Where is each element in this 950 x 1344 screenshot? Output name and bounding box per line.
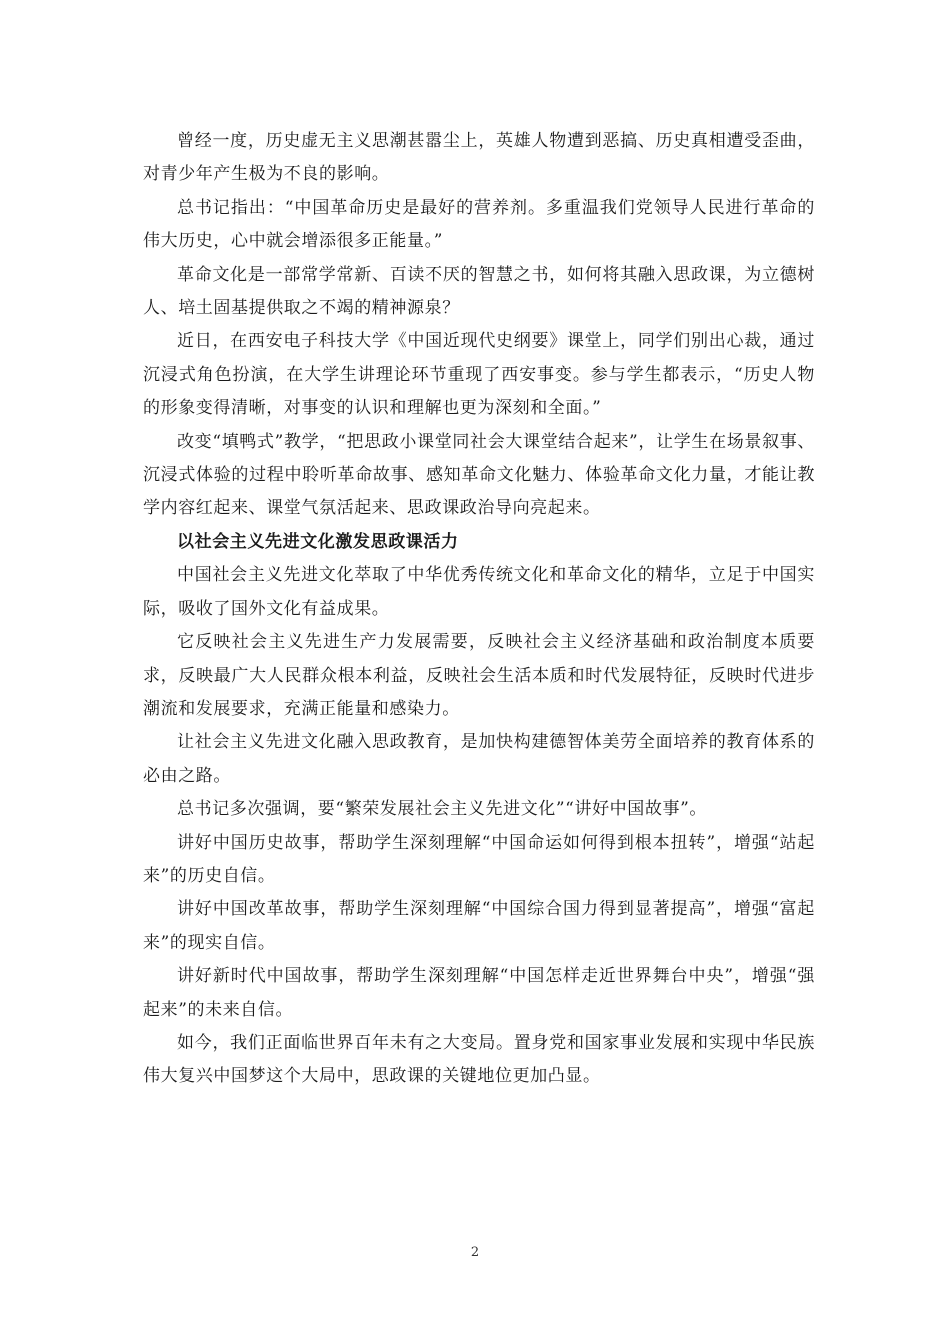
paragraph: 如今，我们正面临世界百年未有之大变局。置身党和国家事业发展和实现中华民族伟大复兴中国梦这个大局中，思政课的关键地位更加凸显。 [143, 1032, 815, 1087]
paragraph: 讲好新时代中国故事，帮助学生深刻理解“中国怎样走近世界舞台中央”，增强“强起来”的未来自信。 [143, 966, 815, 1020]
page-number: 2 [470, 1245, 480, 1260]
paragraph: 讲好中国改革故事，帮助学生深刻理解“中国综合国力得到显著提高”，增强“富起来”的现实自信。 [143, 899, 815, 953]
paragraph: 让社会主义先进文化融入思政教育，是加快构建德智体美劳全面培养的教育体系的必由之路。 [143, 732, 815, 786]
paragraph: 总书记多次强调，要“繁荣发展社会主义先进文化”“讲好中国故事”。 [177, 799, 707, 820]
paragraph: 中国社会主义先进文化萃取了中华优秀传统文化和革命文化的精华，立足于中国实际，吸收了国外文化有益成果。 [143, 565, 815, 619]
paragraph: 它反映社会主义先进生产力发展需要，反映社会主义经济基础和政治制度本质要求，反映最广大人民群众根本利益，反映社会生活本质和时代发展特征，反映时代进步潮流和发展要求，充满正能量和感染力。 [143, 632, 815, 719]
document-body [143, 125, 815, 1094]
paragraph: 讲好中国历史故事，帮助学生深刻理解“中国命运如何得到根本扭转”，增强“站起来”的历史自信。 [143, 832, 815, 886]
paragraph: 革命文化是一部常学常新、百读不厌的智慧之书，如何将其融入思政课，为立德树人、培土固基提供取之不竭的精神源泉？ [143, 264, 815, 319]
paragraph: 总书记指出：“中国革命历史是最好的营养剂。多重温我们党领导人民进行革命的伟大历史，心中就会增添很多正能量。” [143, 197, 815, 252]
section-heading: 以社会主义先进文化激发思政课活力 [177, 531, 459, 552]
paragraph: 曾经一度，历史虚无主义思潮甚嚣尘上，英雄人物遭到恶搞、历史真相遭受歪曲，对青少年产生极为不良的影响。 [143, 131, 815, 185]
paragraph: 近日，在西安电子科技大学《中国近现代史纲要》课堂上，同学们别出心裁，通过沉浸式角色扮演，在大学生讲理论环节重现了西安事变。参与学生都表示，“历史人物的形象变得清晰，对事变的认识和理解也更为深刻和全面。” [143, 331, 815, 419]
paragraph: 改变“填鸭式”教学，“把思政小课堂同社会大课堂结合起来”，让学生在场景叙事、沉浸式体验的过程中聆听革命故事、感知革命文化魅力、体验革命文化力量，才能让教学内容红起来、课堂气氛活起来、思政课政治导向亮起来。 [143, 431, 815, 519]
